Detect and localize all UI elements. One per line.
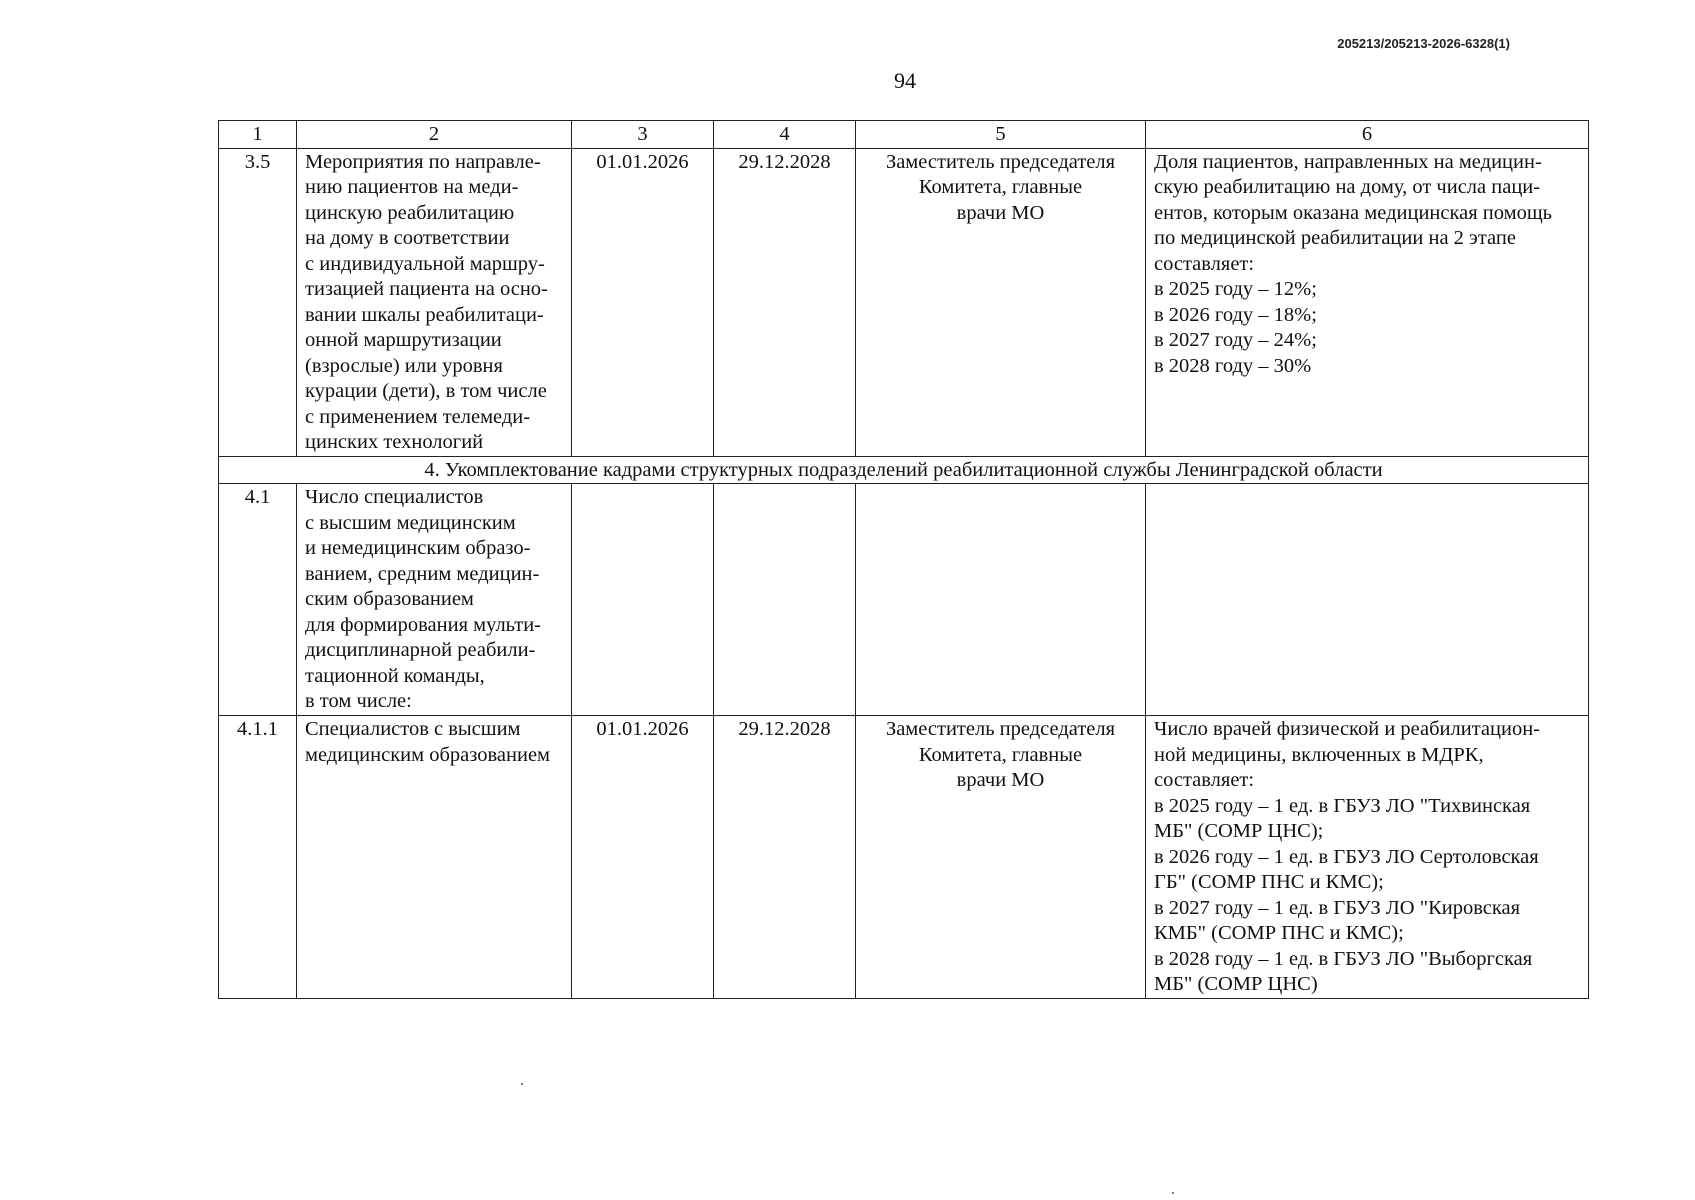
- start-date: [572, 484, 714, 716]
- result-indicator: [1146, 716, 1589, 999]
- text-line: составляет:: [1154, 252, 1255, 275]
- text-line: онной маршрутизации: [305, 329, 502, 351]
- row-number: 3.5: [219, 148, 297, 456]
- text-line: ванием, средним медицин-: [305, 562, 540, 585]
- text-line: тизацией пациента на осно-: [305, 278, 548, 300]
- text-line: Комитета, главные: [918, 176, 1083, 198]
- row-number: 4.1.1: [219, 716, 297, 999]
- activity-name: [297, 716, 572, 999]
- text-line: Число врачей физической и реабилитацион-: [1154, 718, 1541, 740]
- text-line: в 2025 году – 1 ед. в ГБУЗ ЛО "Тихвинская: [1154, 794, 1531, 817]
- header-cell: 2: [297, 121, 572, 149]
- result-indicator: [1146, 484, 1589, 716]
- text-line: составляет:: [1154, 769, 1255, 791]
- header-cell: 1: [219, 121, 297, 149]
- text-line: Комитета, главные: [918, 743, 1083, 766]
- text-line: цинских технологий: [305, 431, 484, 453]
- header-cell: 6: [1146, 121, 1589, 149]
- activity-name: [297, 148, 572, 456]
- table-row: [219, 148, 1589, 456]
- text-line: Заместитель председателя: [885, 150, 1116, 173]
- text-line: на дому в соответствии: [305, 227, 510, 249]
- responsible: [856, 716, 1146, 999]
- text-line: вании шкалы реабилитаци-: [305, 303, 544, 326]
- text-line: МБ" (СОМР ЦНС);: [1154, 820, 1324, 842]
- text-line: курации (дети), в том числе: [305, 380, 547, 402]
- text-line: медицинским образованием: [305, 743, 551, 766]
- responsible: [856, 484, 1146, 716]
- text-line: в 2026 году – 1 ед. в ГБУЗ ЛО Сертоловская: [1154, 845, 1539, 868]
- document-id: 205213/205213-2026-6328(1): [1337, 36, 1510, 51]
- text-line: КМБ" (СОМР ПНС и КМС);: [1154, 922, 1404, 944]
- text-line: с высшим медицинским: [305, 511, 516, 534]
- text-line: ГБ" (СОМР ПНС и КМС);: [1154, 871, 1384, 893]
- activity-name: [297, 484, 572, 716]
- responsible: [856, 148, 1146, 456]
- text-line: Доля пациентов, направленных на медицин-: [1154, 150, 1542, 173]
- text-line: ной медицины, включенных в МДРК,: [1154, 743, 1484, 766]
- section-row: [219, 456, 1589, 484]
- text-line: в 2025 году – 12%;: [1154, 278, 1317, 300]
- text-line: Заместитель председателя: [885, 718, 1116, 740]
- result-indicator: [1146, 148, 1589, 456]
- start-date: 01.01.2026: [572, 148, 714, 456]
- header-cell: 5: [856, 121, 1146, 149]
- text-line: ентов, которым оказана медицинская помощь: [1154, 201, 1552, 224]
- text-line: МБ" (СОМР ЦНС): [1154, 973, 1318, 995]
- table-row: [219, 484, 1589, 716]
- text-line: в 2028 году – 30%: [1154, 354, 1312, 377]
- plan-table: [218, 120, 1589, 999]
- end-date: 29.12.2028: [714, 716, 856, 999]
- text-line: цинскую реабилитацию: [305, 201, 515, 224]
- text-line: с применением телемеди-: [305, 405, 531, 428]
- text-line: с индивидуальной маршру-: [305, 252, 545, 275]
- text-line: по медицинской реабилитации на 2 этапе: [1154, 227, 1516, 249]
- text-line: скую реабилитацию на дому, от числа паци-: [1154, 176, 1541, 198]
- end-date: [714, 484, 856, 716]
- header-row: [219, 121, 1589, 149]
- end-date: 29.12.2028: [714, 148, 856, 456]
- text-line: в том числе:: [305, 690, 412, 712]
- text-line: в 2027 году – 24%;: [1154, 329, 1317, 351]
- text-line: нию пациентов на меди-: [305, 176, 519, 198]
- table-row: [219, 716, 1589, 999]
- section-title: 4. Укомплектование кадрами структурных подразделений реабилитационной службы Ленинградской области: [219, 456, 1589, 484]
- header-cell: 3: [572, 121, 714, 149]
- text-line: в 2026 году – 18%;: [1154, 303, 1317, 326]
- page-number: 94: [894, 68, 916, 93]
- text-line: тационной команды,: [305, 664, 485, 687]
- header-cell: 4: [714, 121, 856, 149]
- text-line: для формирования мульти-: [305, 613, 542, 636]
- row-number: 4.1: [219, 484, 297, 716]
- scan-speck: [521, 1083, 523, 1085]
- text-line: ским образованием: [305, 588, 474, 610]
- text-line: врачи МО: [956, 769, 1045, 791]
- start-date: 01.01.2026: [572, 716, 714, 999]
- text-line: в 2028 году – 1 ед. в ГБУЗ ЛО "Выборгская: [1154, 947, 1533, 970]
- text-line: в 2027 году – 1 ед. в ГБУЗ ЛО "Кировская: [1154, 896, 1521, 919]
- text-line: Мероприятия по направле-: [305, 150, 541, 173]
- text-line: и немедицинским образо-: [305, 537, 531, 559]
- text-line: (взрослые) или уровня: [305, 354, 503, 377]
- scan-speck: [1172, 1192, 1174, 1194]
- text-line: дисциплинарной реабили-: [305, 639, 536, 661]
- text-line: Специалистов с высшим: [305, 718, 521, 740]
- text-line: Число специалистов: [305, 486, 484, 508]
- text-line: врачи МО: [956, 201, 1045, 224]
